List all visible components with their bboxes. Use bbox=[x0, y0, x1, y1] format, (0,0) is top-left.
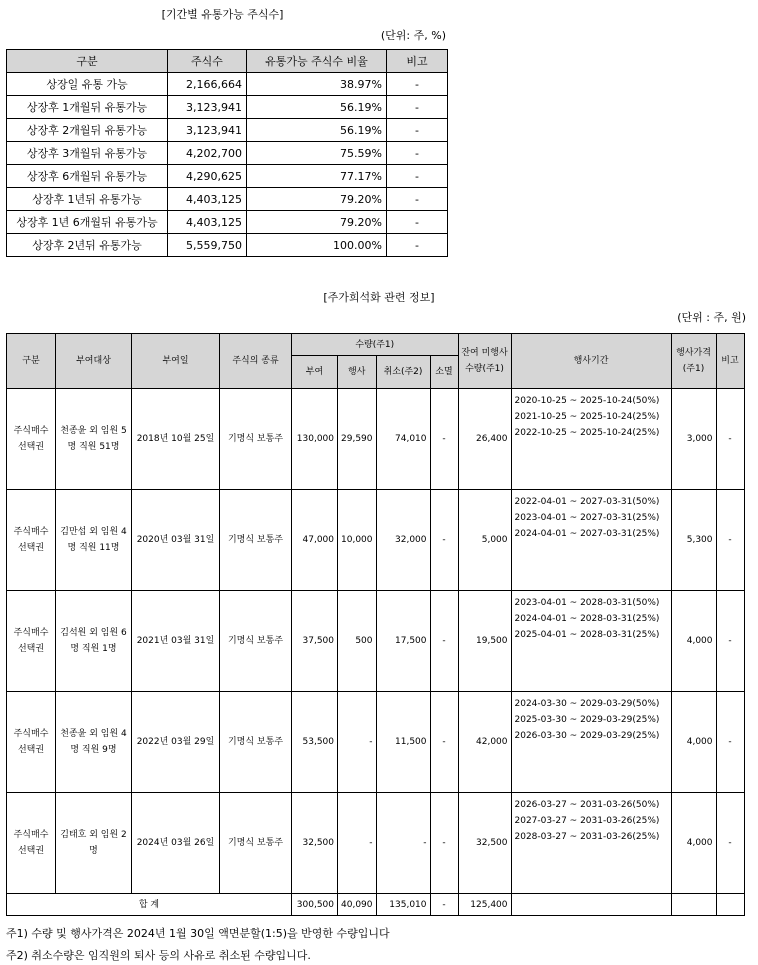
header-remaining: 잔여 미행사 수량(주1) bbox=[458, 334, 511, 389]
row-ratio: 75.59% bbox=[247, 142, 387, 165]
row-cancelled: 11,500 bbox=[376, 692, 430, 793]
section1-title: [기간별 유통가능 주식수] bbox=[161, 8, 284, 21]
table-row bbox=[7, 188, 448, 211]
float-shares-table bbox=[6, 49, 448, 257]
row-note: - bbox=[387, 96, 448, 119]
row-note: - bbox=[387, 73, 448, 96]
period-line: 2022-10-25 ~ 2025-10-24(25%) bbox=[514, 428, 660, 438]
row-cancelled: - bbox=[376, 793, 430, 894]
period-line: 2021-10-25 ~ 2025-10-24(25%) bbox=[514, 412, 660, 422]
row-label: 상장후 2년뒤 유통가능 bbox=[7, 234, 168, 257]
row-exercised: 10,000 bbox=[338, 490, 377, 591]
header-quantity-group: 수량(주1) bbox=[292, 334, 459, 356]
row-grant-date: 2021년 03월 31일 bbox=[132, 591, 220, 692]
row-grantee: 김만섭 외 임원 4명 직원 11명 bbox=[56, 490, 132, 591]
row-label: 상장일 유통 가능 bbox=[7, 73, 168, 96]
header-exercised: 행사 bbox=[338, 356, 377, 389]
row-shares: 2,166,664 bbox=[168, 73, 247, 96]
row-cancelled: 32,000 bbox=[376, 490, 430, 591]
period-line: 2026-03-30 ~ 2029-03-29(25%) bbox=[514, 731, 660, 741]
section1-unit: (단위: 주, %) bbox=[380, 29, 446, 42]
row-ratio: 77.17% bbox=[247, 165, 387, 188]
period-line: 2020-10-25 ~ 2025-10-24(50%) bbox=[514, 396, 660, 406]
row-period bbox=[511, 591, 671, 692]
row-grantee: 천종윤 외 임원 4명 직원 9명 bbox=[56, 692, 132, 793]
row-expired: - bbox=[430, 591, 458, 692]
header-category: 구분 bbox=[7, 50, 168, 73]
row-stock-type: 기명식 보통주 bbox=[220, 490, 292, 591]
row-cancelled: 74,010 bbox=[376, 389, 430, 490]
period-line: 2024-04-01 ~ 2027-03-31(25%) bbox=[514, 529, 660, 539]
period-line: 2023-04-01 ~ 2028-03-31(50%) bbox=[514, 598, 660, 608]
row-category: 주식매수 선택권 bbox=[7, 793, 56, 894]
row-note: - bbox=[716, 389, 744, 490]
row-grant-date: 2022년 03월 29일 bbox=[132, 692, 220, 793]
period-line: 2024-04-01 ~ 2028-03-31(25%) bbox=[514, 614, 660, 624]
stock-option-table bbox=[6, 333, 745, 916]
table-row bbox=[7, 211, 448, 234]
row-note: - bbox=[387, 234, 448, 257]
row-label: 상장후 1년뒤 유통가능 bbox=[7, 188, 168, 211]
table-row bbox=[7, 165, 448, 188]
total-price-empty bbox=[671, 894, 716, 916]
row-period bbox=[511, 389, 671, 490]
row-shares: 5,559,750 bbox=[168, 234, 247, 257]
row-price: 3,000 bbox=[671, 389, 716, 490]
header-shares: 주식수 bbox=[168, 50, 247, 73]
table-row bbox=[7, 119, 448, 142]
row-remaining: 5,000 bbox=[458, 490, 511, 591]
header-category: 구분 bbox=[7, 334, 56, 389]
total-cancelled: 135,010 bbox=[376, 894, 430, 916]
header-stock-type: 주식의 종류 bbox=[220, 334, 292, 389]
row-note: - bbox=[387, 211, 448, 234]
row-category: 주식매수 선택권 bbox=[7, 490, 56, 591]
row-price: 4,000 bbox=[671, 793, 716, 894]
row-shares: 3,123,941 bbox=[168, 96, 247, 119]
period-line: 2025-03-30 ~ 2029-03-29(25%) bbox=[514, 715, 660, 725]
total-row bbox=[7, 894, 745, 916]
row-remaining: 32,500 bbox=[458, 793, 511, 894]
row-shares: 4,403,125 bbox=[168, 211, 247, 234]
section2-unit: (단위 : 주, 원) bbox=[677, 311, 746, 324]
row-note: - bbox=[387, 188, 448, 211]
header-price: 행사가격 (주1) bbox=[671, 334, 716, 389]
row-note: - bbox=[387, 119, 448, 142]
period-line: 2023-04-01 ~ 2027-03-31(25%) bbox=[514, 513, 660, 523]
row-note: - bbox=[716, 591, 744, 692]
table-row bbox=[7, 234, 448, 257]
row-stock-type: 기명식 보통주 bbox=[220, 389, 292, 490]
row-period bbox=[511, 793, 671, 894]
table-row bbox=[7, 591, 745, 692]
period-line: 2028-03-27 ~ 2031-03-26(25%) bbox=[514, 832, 660, 842]
table-row bbox=[7, 490, 745, 591]
row-exercised: 500 bbox=[338, 591, 377, 692]
total-expired: - bbox=[430, 894, 458, 916]
header-note: 비고 bbox=[387, 50, 448, 73]
period-line: 2022-04-01 ~ 2027-03-31(50%) bbox=[514, 497, 660, 507]
table-row bbox=[7, 793, 745, 894]
total-period-empty bbox=[511, 894, 671, 916]
row-remaining: 42,000 bbox=[458, 692, 511, 793]
row-remaining: 19,500 bbox=[458, 591, 511, 692]
row-category: 주식매수 선택권 bbox=[7, 692, 56, 793]
row-cancelled: 17,500 bbox=[376, 591, 430, 692]
row-note: - bbox=[387, 142, 448, 165]
row-shares: 3,123,941 bbox=[168, 119, 247, 142]
total-label: 합 계 bbox=[7, 894, 292, 916]
row-exercised: 29,590 bbox=[338, 389, 377, 490]
header-period: 행사기간 bbox=[511, 334, 671, 389]
table-header-row bbox=[7, 334, 745, 356]
row-granted: 32,500 bbox=[292, 793, 338, 894]
row-expired: - bbox=[430, 389, 458, 490]
row-price: 5,300 bbox=[671, 490, 716, 591]
row-stock-type: 기명식 보통주 bbox=[220, 692, 292, 793]
row-category: 주식매수 선택권 bbox=[7, 591, 56, 692]
row-stock-type: 기명식 보통주 bbox=[220, 591, 292, 692]
note-1: 주1) 수량 및 행사가격은 2024년 1월 30일 액면분할(1:5)을 반영한 수량입니다 bbox=[6, 927, 390, 940]
row-ratio: 100.00% bbox=[247, 234, 387, 257]
header-cancelled: 취소(주2) bbox=[376, 356, 430, 389]
total-note-empty bbox=[716, 894, 744, 916]
row-grantee: 천종윤 외 임원 5명 직원 51명 bbox=[56, 389, 132, 490]
period-line: 2027-03-27 ~ 2031-03-26(25%) bbox=[514, 816, 660, 826]
row-note: - bbox=[387, 165, 448, 188]
row-expired: - bbox=[430, 692, 458, 793]
row-note: - bbox=[716, 793, 744, 894]
row-exercised: - bbox=[338, 793, 377, 894]
row-label: 상장후 6개월뒤 유통가능 bbox=[7, 165, 168, 188]
row-period bbox=[511, 692, 671, 793]
row-expired: - bbox=[430, 490, 458, 591]
row-shares: 4,403,125 bbox=[168, 188, 247, 211]
row-price: 4,000 bbox=[671, 591, 716, 692]
row-exercised: - bbox=[338, 692, 377, 793]
row-granted: 53,500 bbox=[292, 692, 338, 793]
header-grant-date: 부여일 bbox=[132, 334, 220, 389]
row-grantee: 김석원 외 임원 6명 직원 1명 bbox=[56, 591, 132, 692]
row-expired: - bbox=[430, 793, 458, 894]
row-grant-date: 2018년 10월 25일 bbox=[132, 389, 220, 490]
row-granted: 130,000 bbox=[292, 389, 338, 490]
row-ratio: 56.19% bbox=[247, 96, 387, 119]
row-shares: 4,290,625 bbox=[168, 165, 247, 188]
header-ratio: 유통가능 주식수 비율 bbox=[247, 50, 387, 73]
section2-title: [주가희석화 관련 정보] bbox=[323, 291, 435, 304]
period-line: 2026-03-27 ~ 2031-03-26(50%) bbox=[514, 800, 660, 810]
row-ratio: 79.20% bbox=[247, 211, 387, 234]
row-stock-type: 기명식 보통주 bbox=[220, 793, 292, 894]
row-price: 4,000 bbox=[671, 692, 716, 793]
row-ratio: 38.97% bbox=[247, 73, 387, 96]
header-granted: 부여 bbox=[292, 356, 338, 389]
period-line: 2025-04-01 ~ 2028-03-31(25%) bbox=[514, 630, 660, 640]
table-header-row bbox=[7, 50, 448, 73]
total-remaining: 125,400 bbox=[458, 894, 511, 916]
table-row bbox=[7, 692, 745, 793]
table-row bbox=[7, 96, 448, 119]
header-grantee: 부여대상 bbox=[56, 334, 132, 389]
total-exercised: 40,090 bbox=[338, 894, 377, 916]
table-row bbox=[7, 73, 448, 96]
row-ratio: 56.19% bbox=[247, 119, 387, 142]
table-row bbox=[7, 389, 745, 490]
row-granted: 37,500 bbox=[292, 591, 338, 692]
row-ratio: 79.20% bbox=[247, 188, 387, 211]
row-label: 상장후 2개월뒤 유통가능 bbox=[7, 119, 168, 142]
total-granted: 300,500 bbox=[292, 894, 338, 916]
note-2: 주2) 취소수량은 임직원의 퇴사 등의 사유로 취소된 수량입니다. bbox=[6, 949, 311, 962]
row-label: 상장후 3개월뒤 유통가능 bbox=[7, 142, 168, 165]
row-grant-date: 2020년 03월 31일 bbox=[132, 490, 220, 591]
row-category: 주식매수 선택권 bbox=[7, 389, 56, 490]
row-note: - bbox=[716, 490, 744, 591]
row-grantee: 김태호 외 임원 2명 bbox=[56, 793, 132, 894]
row-note: - bbox=[716, 692, 744, 793]
row-remaining: 26,400 bbox=[458, 389, 511, 490]
header-note: 비고 bbox=[716, 334, 744, 389]
row-shares: 4,202,700 bbox=[168, 142, 247, 165]
header-expired: 소멸 bbox=[430, 356, 458, 389]
table-row bbox=[7, 142, 448, 165]
period-line: 2024-03-30 ~ 2029-03-29(50%) bbox=[514, 699, 660, 709]
row-granted: 47,000 bbox=[292, 490, 338, 591]
row-grant-date: 2024년 03월 26일 bbox=[132, 793, 220, 894]
row-label: 상장후 1개월뒤 유통가능 bbox=[7, 96, 168, 119]
row-label: 상장후 1년 6개월뒤 유통가능 bbox=[7, 211, 168, 234]
row-period bbox=[511, 490, 671, 591]
